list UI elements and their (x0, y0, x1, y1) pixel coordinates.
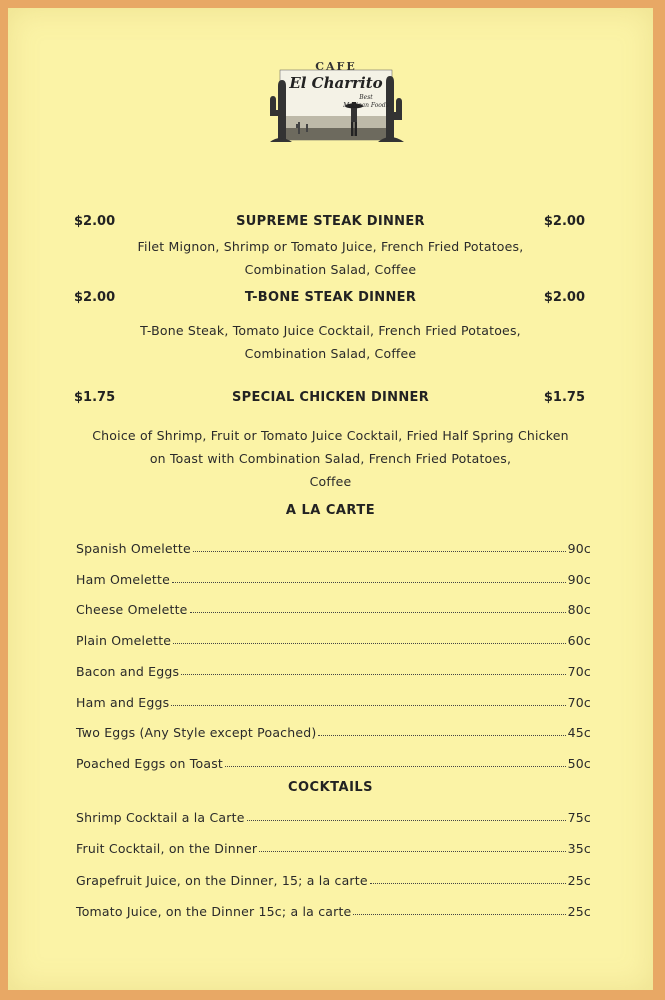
item-price: 90c (567, 572, 591, 587)
description-line: Coffee (309, 474, 352, 489)
item-price: 60c (567, 633, 591, 648)
description-line: Choice of Shrimp, Fruit or Tomato Juice Cocktail, Fried Half Spring Chicken (92, 428, 569, 443)
cafe-logo (266, 56, 406, 156)
logo-cafe-text: CAFE (315, 60, 357, 73)
item-name: Shrimp Cocktail a la Carte (76, 810, 245, 825)
dot-leader (247, 820, 566, 821)
dinner-header (8, 290, 653, 312)
description-line: on Toast with Combination Salad, French Fried Potatoes, (149, 451, 512, 466)
dot-leader (172, 582, 566, 583)
description-line: Filet Mignon, Shrimp or Tomato Juice, French Fried Potatoes, (137, 239, 524, 254)
menu-item (76, 690, 591, 710)
description-line: Combination Salad, Coffee (244, 262, 417, 277)
item-price: 50c (567, 756, 591, 771)
section-title-cocktails: COCKTAILS (287, 780, 374, 795)
menu-item (76, 720, 591, 740)
dinner-header (8, 214, 653, 236)
item-price: 70c (567, 695, 591, 710)
menu-item (76, 597, 591, 617)
dinner-price-right: $2.00 (543, 214, 585, 229)
logo-name-text: El Charrito (289, 74, 383, 92)
menu-item (76, 659, 591, 679)
dot-leader (225, 766, 566, 767)
menu-item (76, 536, 591, 556)
section-title-a-la-carte: A LA CARTE (285, 503, 376, 518)
item-name: Plain Omelette (76, 633, 172, 648)
dinner-price-right: $2.00 (543, 290, 585, 305)
item-name: Tomato Juice, on the Dinner 15c; a la carte (76, 904, 352, 919)
dinner-title: SPECIAL CHICKEN DINNER (231, 390, 430, 405)
menu-page (8, 8, 653, 990)
description-line: T-Bone Steak, Tomato Juice Cocktail, French Fried Potatoes, (140, 323, 521, 338)
item-name: Two Eggs (Any Style except Poached) (76, 725, 317, 740)
item-name: Cheese Omelette (76, 602, 188, 617)
dinner-description (48, 424, 613, 493)
dot-leader (190, 612, 566, 613)
dot-leader (173, 643, 565, 644)
dinner-price-left: $2.00 (74, 214, 116, 229)
menu-item (76, 567, 591, 587)
item-name: Spanish Omelette (76, 541, 191, 556)
dot-leader (353, 914, 565, 915)
dot-leader (181, 674, 565, 675)
dot-leader (318, 735, 565, 736)
dot-leader (259, 851, 565, 852)
menu-item (76, 805, 591, 825)
item-price: 90c (567, 541, 591, 556)
item-price: 35c (567, 841, 591, 856)
logo-sub-text: Best (359, 94, 373, 101)
logo-sub-text: Mexican Foods (343, 102, 389, 109)
menu-item (76, 628, 591, 648)
menu-item (76, 836, 591, 856)
item-price: 25c (567, 904, 591, 919)
menu-item (76, 751, 591, 771)
item-name: Fruit Cocktail, on the Dinner (76, 841, 258, 856)
item-price: 80c (567, 602, 591, 617)
dot-leader (171, 705, 565, 706)
item-price: 70c (567, 664, 591, 679)
dinner-price-right: $1.75 (543, 390, 585, 405)
menu-item (76, 868, 591, 888)
item-price: 25c (567, 873, 591, 888)
item-name: Ham Omelette (76, 572, 170, 587)
item-price: 75c (567, 810, 591, 825)
description-line: Combination Salad, Coffee (244, 346, 417, 361)
dinner-title: T-BONE STEAK DINNER (244, 290, 417, 305)
menu-item (76, 899, 591, 919)
item-name: Bacon and Eggs (76, 664, 180, 679)
dinner-price-left: $2.00 (74, 290, 116, 305)
item-name: Grapefruit Juice, on the Dinner, 15; a la carte (76, 873, 368, 888)
item-price: 45c (567, 725, 591, 740)
item-name: Ham and Eggs (76, 695, 170, 710)
dot-leader (370, 883, 566, 884)
dinner-header (8, 390, 653, 412)
dinner-price-left: $1.75 (74, 390, 116, 405)
dinner-title: SUPREME STEAK DINNER (236, 214, 425, 229)
item-name: Poached Eggs on Toast (76, 756, 224, 771)
dot-leader (193, 551, 566, 552)
dinner-description (48, 319, 613, 365)
dinner-description (48, 235, 613, 281)
